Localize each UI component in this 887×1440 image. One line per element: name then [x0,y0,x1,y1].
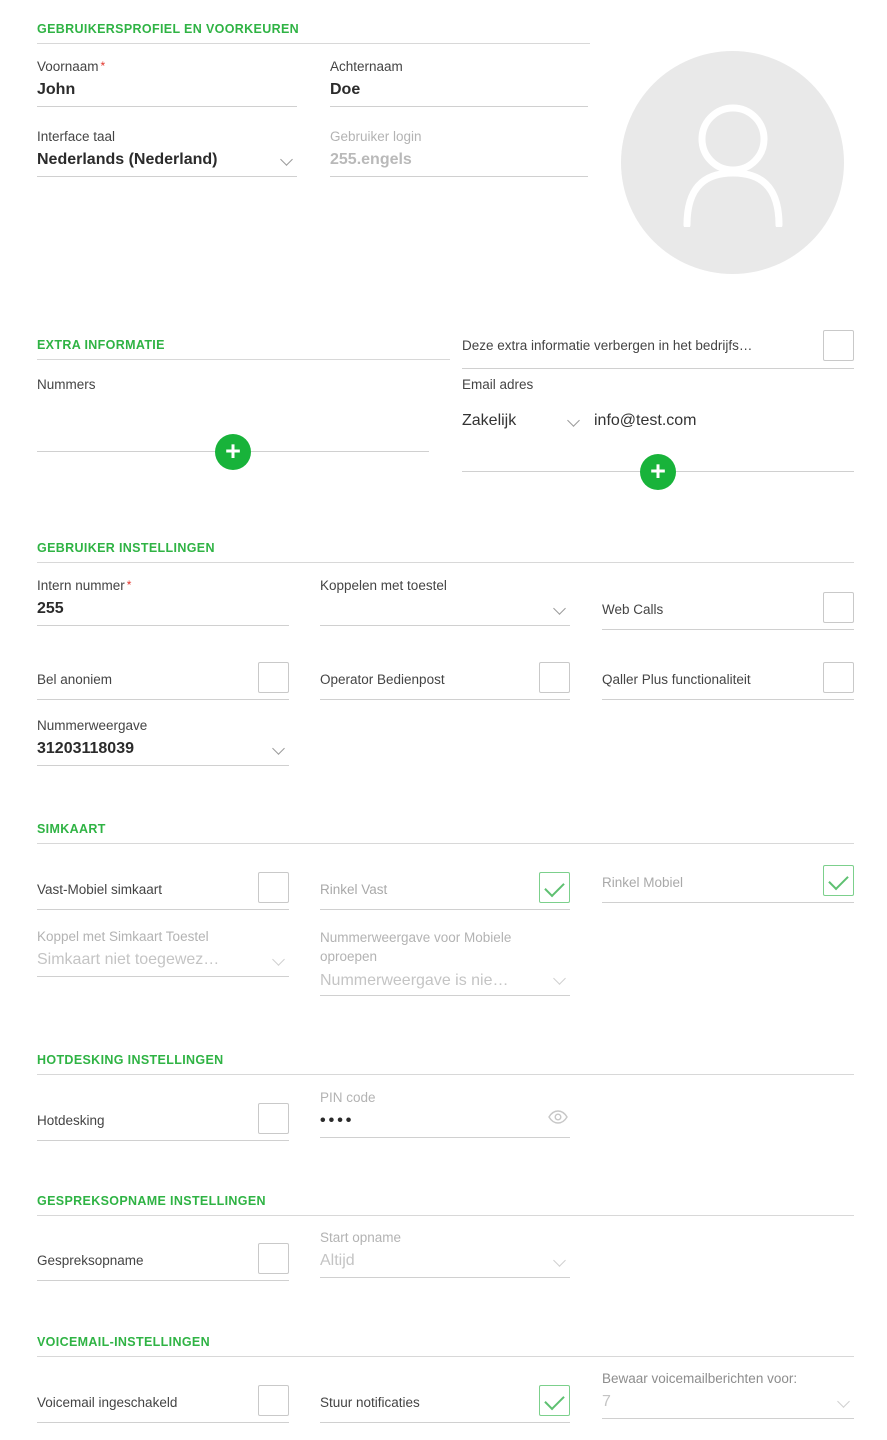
chevron-down-icon[interactable] [569,416,580,427]
field-mobile-clip [320,928,570,996]
ring-fixed-checkbox[interactable] [539,872,570,903]
field-voicemail-enabled[interactable] [37,1385,289,1423]
field-hide-extra-info[interactable] [462,330,854,369]
eye-icon[interactable] [548,1110,568,1129]
section-title: GESPREKSOPNAME INSTELLINGEN [37,1194,854,1216]
email-value: info@test.com [594,412,697,429]
ring-mobile-label: Rinkel Mobiel [602,875,684,890]
section-title: HOTDESKING INSTELLINGEN [37,1053,854,1075]
required-marker: * [100,59,106,73]
operator-label: Operator Bedienpost [320,672,445,687]
voicemail-enabled-label: Voicemail ingeschakeld [37,1395,178,1410]
start-recording-label: Start opname [320,1230,402,1245]
interface-language-value: Nederlands (Nederland) [37,151,218,168]
required-marker: * [126,578,132,592]
avatar[interactable] [621,51,844,274]
internal-number-label: Intern nummer * [37,578,132,593]
web-calls-checkbox[interactable] [823,592,854,623]
field-email-value[interactable] [594,412,844,430]
first-name-value: John [37,81,76,98]
field-start-recording [320,1229,570,1278]
call-recording-checkbox[interactable] [258,1243,289,1274]
keep-voicemail-label: Bewaar voicemailberichten voor: [602,1371,798,1386]
section-voicemail-header [37,1335,854,1357]
field-link-sim-device [37,928,289,977]
field-ring-mobile[interactable] [602,865,854,903]
mobile-clip-value: Nummerweergave is nie… [320,972,509,989]
mobile-clip-label: Nummerweergave voor Mobiele oproepen [320,930,512,964]
hotdesking-label: Hotdesking [37,1113,105,1128]
add-email-button[interactable]: + [640,454,676,490]
send-notifications-label: Stuur notificaties [320,1395,420,1410]
field-hotdesking[interactable] [37,1103,289,1141]
anonymous-call-label: Bel anoniem [37,672,113,687]
qaller-plus-label: Qaller Plus functionaliteit [602,672,751,687]
pin-code-value: •••• [320,1112,355,1129]
section-title: GEBRUIKERSPROFIEL EN VOORKEUREN [37,22,590,44]
section-extra-header [37,338,450,360]
email-label: Email adres [462,377,534,392]
web-calls-label: Web Calls [602,602,664,617]
section-profile-header [37,22,590,44]
link-device-label: Koppelen met toestel [320,578,447,593]
field-pin-code[interactable] [320,1089,570,1138]
clip-value: 31203118039 [37,740,134,757]
section-hotdesking-header [37,1053,854,1075]
link-device-value [320,599,570,619]
numbers-label: Nummers [37,377,96,392]
field-clip[interactable] [37,717,289,766]
qaller-plus-checkbox[interactable] [823,662,854,693]
field-email-type[interactable] [462,412,580,430]
field-interface-language[interactable] [37,128,297,177]
start-recording-value: Altijd [320,1252,355,1269]
last-name-value: Doe [330,81,361,98]
section-simcard-header [37,822,854,844]
add-email-row [462,455,854,486]
section-title: GEBRUIKER INSTELLINGEN [37,541,854,563]
section-user-settings-header [37,541,854,563]
user-avatar-icon [673,99,793,227]
user-login-value: 255.engels [330,151,412,168]
first-name-label: Voornaam * [37,59,106,74]
field-internal-number[interactable] [37,577,289,626]
field-link-device[interactable] [320,577,570,626]
call-recording-label: Gespreksopname [37,1253,144,1268]
hide-extra-info-label: Deze extra informatie verbergen in het bedrijfs… [462,338,753,353]
field-first-name[interactable] [37,58,297,107]
numbers-group [37,376,429,394]
add-number-button[interactable]: + [215,434,251,470]
field-keep-voicemail[interactable] [602,1370,854,1419]
section-title: SIMKAART [37,822,854,844]
hide-extra-info-checkbox[interactable] [823,330,854,361]
add-number-row [37,435,429,466]
internal-number-value: 255 [37,600,64,617]
pin-code-label: PIN code [320,1090,376,1105]
fixed-mobile-sim-label: Vast-Mobiel simkaart [37,882,163,897]
section-recording-header [37,1194,854,1216]
field-fixed-mobile-sim[interactable] [37,872,289,910]
field-send-notifications[interactable] [320,1385,570,1423]
section-title: VOICEMAIL-INSTELLINGEN [37,1335,854,1357]
field-user-login [330,128,588,177]
last-name-label: Achternaam [330,59,403,74]
operator-checkbox[interactable] [539,662,570,693]
email-type-value: Zakelijk [462,412,517,429]
field-operator[interactable] [320,662,570,700]
field-qaller-plus[interactable] [602,662,854,700]
section-title: EXTRA INFORMATIE [37,338,450,360]
keep-voicemail-value: 7 [602,1393,611,1410]
clip-label: Nummerweergave [37,718,148,733]
field-ring-fixed[interactable] [320,872,570,910]
user-login-label: Gebruiker login [330,129,422,144]
field-last-name[interactable] [330,58,588,107]
hotdesking-checkbox[interactable] [258,1103,289,1134]
interface-language-label: Interface taal [37,129,116,144]
fixed-mobile-sim-checkbox[interactable] [258,872,289,903]
field-call-recording[interactable] [37,1243,289,1281]
link-sim-device-label: Koppel met Simkaart Toestel [37,929,209,944]
voicemail-enabled-checkbox[interactable] [258,1385,289,1416]
anonymous-call-checkbox[interactable] [258,662,289,693]
field-anonymous-call[interactable] [37,662,289,700]
ring-fixed-label: Rinkel Vast [320,882,388,897]
send-notifications-checkbox[interactable] [539,1385,570,1416]
link-sim-device-value: Simkaart niet toegewez… [37,951,220,968]
field-web-calls[interactable] [602,592,854,630]
email-group [462,376,854,394]
ring-mobile-checkbox[interactable] [823,865,854,896]
